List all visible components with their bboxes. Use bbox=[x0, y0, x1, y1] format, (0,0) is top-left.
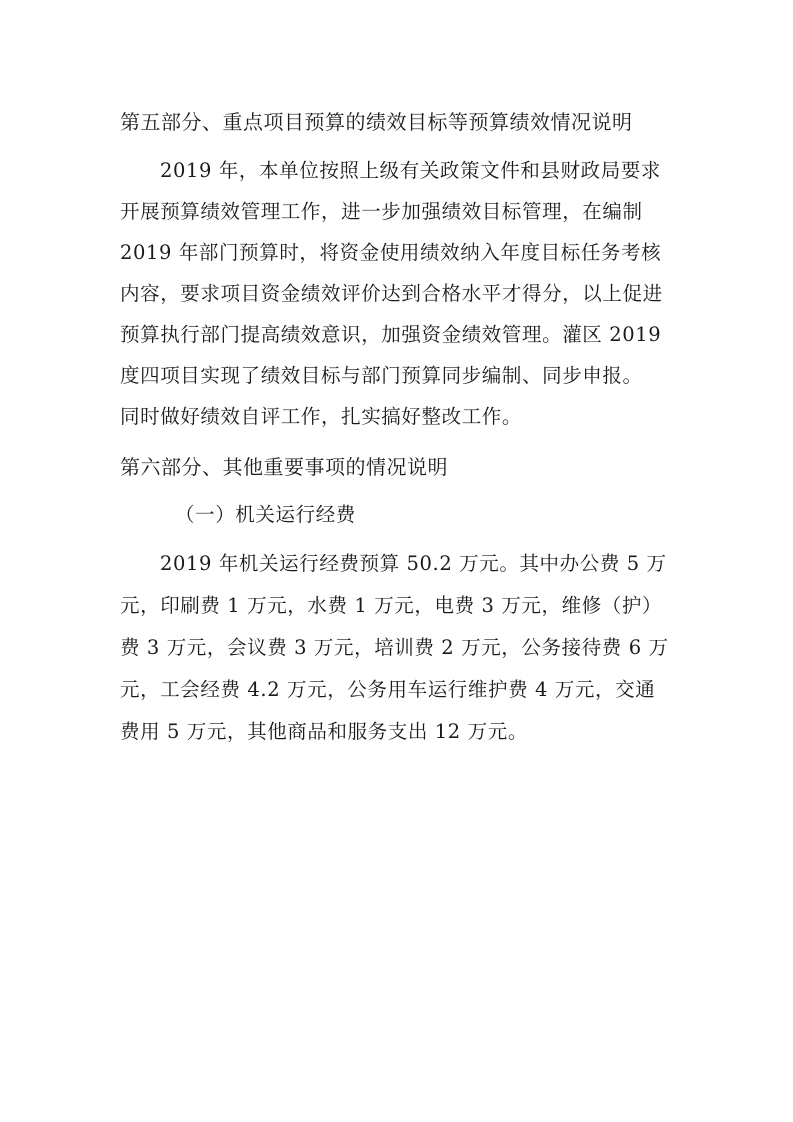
section-5-paragraph-line: 度四项目实现了绩效目标与部门预算同步编制、同步申报。 bbox=[120, 364, 643, 387]
section-5-paragraph-line: 同时做好绩效自评工作，扎实搞好整改工作。 bbox=[120, 405, 523, 428]
section-6-heading: 第六部分、其他重要事项的情况说明 bbox=[120, 455, 448, 479]
section-5-paragraph-line: 预算执行部门提高绩效意识，加强资金绩效管理。灌区 2019 bbox=[120, 323, 662, 346]
section-6-paragraph-line: 2019 年机关运行经费预算 50.2 万元。其中办公费 5 万 bbox=[160, 552, 667, 575]
section-5-heading: 第五部分、重点项目预算的绩效目标等预算绩效情况说明 bbox=[120, 110, 633, 134]
section-6-paragraph-line: 元，工会经费 4.2 万元，公务用车运行维护费 4 万元，交通 bbox=[120, 678, 656, 701]
section-5-paragraph-line: 2019 年，本单位按照上级有关政策文件和县财政局要求 bbox=[160, 159, 662, 182]
section-5-paragraph-line: 2019 年部门预算时，将资金使用绩效纳入年度目标任务考核 bbox=[120, 241, 662, 264]
section-5-paragraph-line: 内容，要求项目资金绩效评价达到合格水平才得分，以上促进 bbox=[120, 282, 663, 305]
section-6-paragraph-line: 费用 5 万元，其他商品和服务支出 12 万元。 bbox=[120, 720, 528, 743]
section-5-paragraph-line: 开展预算绩效管理工作，进一步加强绩效目标管理，在编制 bbox=[120, 200, 643, 223]
section-6-paragraph-line: 费 3 万元，会议费 3 万元，培训费 2 万元，公务接待费 6 万 bbox=[120, 636, 669, 659]
section-6-paragraph-line: 元，印刷费 1 万元，水费 1 万元，电费 3 万元，维修（护） bbox=[120, 594, 663, 617]
section-6-subheading: （一）机关运行经费 bbox=[175, 503, 356, 526]
